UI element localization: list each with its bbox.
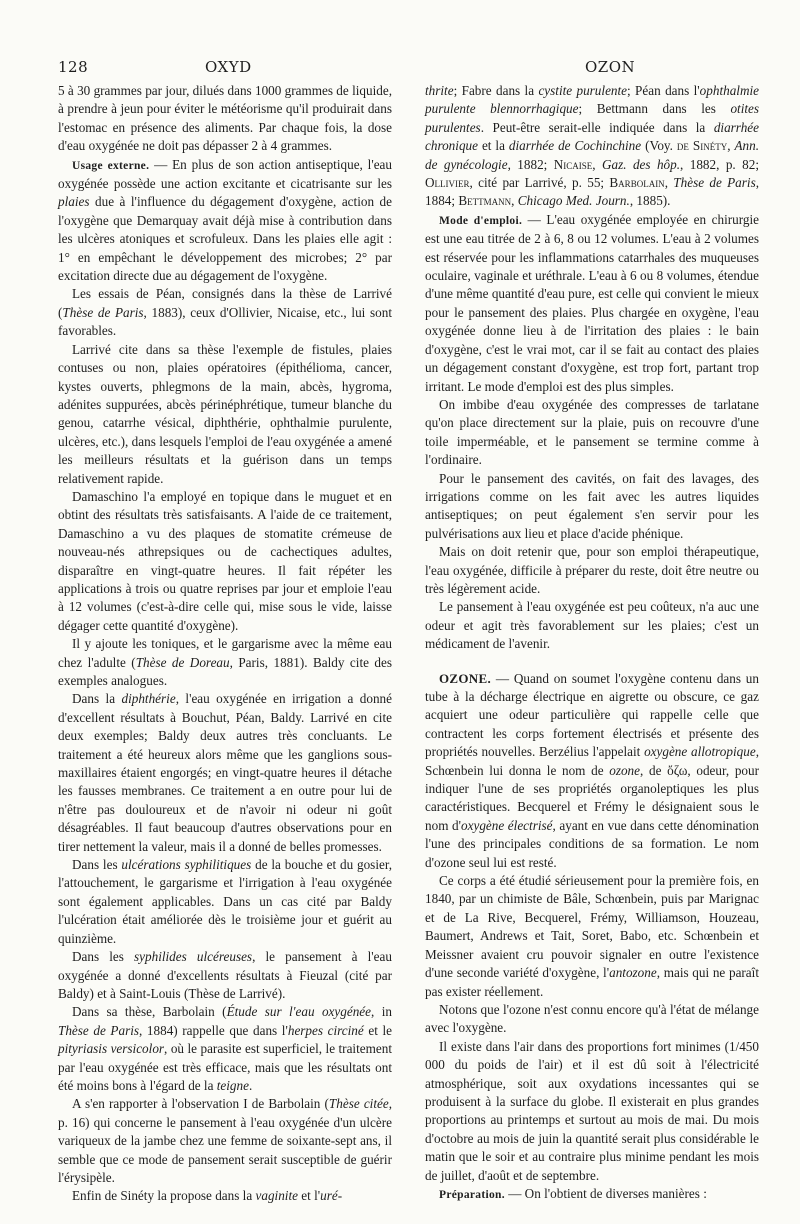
paragraph: Mode d'emploi. — L'eau oxygénée employée en chirurgie est une eau titrée de 2 à 6, 8 ou 12 volumes. L'eau à 2 volumes est réservée pour les inflammations catarrhales des muqueuses oculaire, vaginale et uréthrale. L'eau à 6 ou 8 volumes, étendue d'une même quantité d'eau pure, est celle qui convient le mieux pour le pansement des plaies. Plus chargée en oxygène, l'eau oxygénée donne lieu à de l'irritation des plaies : le bain d'oxygène, c'est le vrai mot, car il se fait au contact des plaies un dégagement constant d'oxygène, est trop fort, partant trop irritant. Le mode d'emploi est des plus simples.: [425, 211, 759, 394]
paragraph: Mais on doit retenir que, pour son emploi thérapeutique, l'eau oxygénée, difficile à préparer du reste, doit être neutre ou très légèrement acide.: [425, 544, 759, 596]
entry-ozone: OZONE. — Quand on soumet l'oxygène contenu dans un tube à la décharge électrique en aigrette ou obscure, ce gaz acquiert une odeur particulière qui rappelle celle que contractent les corps fortement électrisés et présente des propriétés nouvelles. Berzélius l'appelait oxygène allotropique, Schœnbein lui donna le nom de ozone, de ὄζω, odeur, pour indiquer l'une de ses propriétés organoleptiques les plus caractéristiques. Becquerel et Frémy le désignaient sous le nom d'oxygène électrisé, ayant en vue dans cette dénomination l'une des principales conditions de sa formation. Le nom d'ozone seul lui est resté.: [425, 670, 759, 870]
section-lead-mode-emploi: Mode d'emploi.: [439, 214, 523, 227]
paragraph: Dans les ulcérations syphilitiques de la bouche et du gosier, l'attouchement, le gargarisme et l'irrigation à l'eau oxygénée sont également applicables. Dans un cas cité par Baldy l'ulcération était améliorée dès le troisième jour et guérit au quinzième.: [58, 857, 392, 946]
paragraph: Larrivé cite dans sa thèse l'exemple de fistules, plaies contuses ou non, plaies opératoires (épithélioma, cancer, kystes ouverts, phlegmons de la main, abcès, hygroma, adénites suppurées, abcès périnéphrétique, tumeur blanche du genou, catarrhe vésical, diphthérie, ophthalmie purulente, ulcères, etc.), dans lesquels l'emploi de l'eau oxygénée a amené les meilleurs résultats et la guérison dans un temps relativement rapide.: [58, 341, 392, 486]
paragraph: On imbibe d'eau oxygénée des compresses de tarlatane qu'on place directement sur la plaie, puis on recouvre d'une toile imperméable, et le pansement se termine comme à l'ordinaire.: [425, 396, 759, 468]
paragraph: Dans les syphilides ulcéreuses, le pansement à l'eau oxygénée a donné d'excellents résultats à Fieuzal (cité par Baldy) et à Saint-Louis (Thèse de Larrivé).: [58, 949, 392, 1001]
paragraph: Notons que l'ozone n'est connu encore qu'à l'état de mélange avec l'oxygène.: [425, 1001, 759, 1036]
paragraph: Dans sa thèse, Barbolain (Étude sur l'eau oxygénée, in Thèse de Paris, 1884) rappelle que dans l'herpes circiné et le pityriasis versicolor, où le parasite est superficiel, le traitement par l'eau oxygénée est très efficace, mais que les résultats ont été moins bons à l'égard de la teigne.: [58, 1004, 392, 1093]
entry-headword-ozone: OZONE.: [439, 670, 492, 686]
paragraph: Il existe dans l'air dans des proportions fort minimes (1/450 000 du poids de l'air) et il est dû soit à l'électricité atmosphérique, soit aux oxydations incessantes qui se produisent à la surface du globe. Il existerait en plus grandes proportions au printemps et surtout au mois de mai. Du mois d'octobre au mois de juin la quantité serait plus considérable le matin que le soir et au contraire plus minime pendant les mois de juillet, d'août et de septembre.: [425, 1038, 759, 1183]
paragraph: Préparation. — On l'obtient de diverses manières :: [439, 1185, 707, 1201]
page-number: 128: [58, 58, 89, 76]
left-column: [58, 82, 392, 1206]
paragraph: Usage externe. — En plus de son action antiseptique, l'eau oxygénée possède une action excitante et cicatrisante sur les plaies due à l'influence du dégagement d'oxygène, action de l'oxygène que Demarquay avait déjà mise à contribution dans les ulcères atoniques et scrofuleux. Dans les plaies elle agit : 1° en empêchant le développement des microbes; 2° par excitation directe due au dégagement de l'oxygène.: [58, 156, 393, 284]
running-head-right: OZON: [585, 58, 636, 76]
section-lead-preparation: Préparation.: [439, 1188, 505, 1201]
paragraph: Ce corps a été étudié sérieusement pour la première fois, en 1840, par un chimiste de Bâle, Schœnbein, puis par Marignac et de La Rive, Becquerel, Frémy, Williamson, Houzeau, Baumert, Andrews et Tait, Soret, Babo, etc. Schœnbein et Meissner avaient cru pouvoir signaler en outre l'existence d'une seconde variété d'oxygène, l'antozone, mais qui ne paraît pas exister réellement.: [425, 873, 759, 999]
paragraph: thrite; Fabre dans la cystite purulente; Péan dans l'ophthalmie purulente blennorrhagique; Bettmann dans les otites purulentes. Peut-être serait-elle indiquée dans la diarrhée chronique et la diarrhée de Cochinchine (Voy. de Sinéty, Ann. de gynécologie, 1882; Nicaise, Gaz. des hôp., 1882, p. 82; Ollivier, cité par Larrivé, p. 55; Barbolain, Thèse de Paris, 1884; Bettmann, Chicago Med. Journ., 1885).: [425, 83, 760, 209]
paragraph: 5 à 30 grammes par jour, dilués dans 1000 grammes de liquide, à prendre à jeun pour éviter le météorisme qu'il produirait dans l'estomac en présence des aliments. Par chaque fois, la dose d'eau oxygénée ne doit pas dépasser 2 à 4 grammes.: [58, 83, 392, 154]
running-head-left: OXYD: [205, 58, 252, 76]
paragraph: Les essais de Péan, consignés dans la thèse de Larrivé (Thèse de Paris, 1883), ceux d'Ollivier, Nicaise, etc., lui sont favorables.: [58, 286, 392, 339]
paragraph: Le pansement à l'eau oxygénée est peu coûteux, n'a auc une odeur et agit très favorablement sur les plaies; c'est un médicament de l'avenir.: [425, 599, 759, 652]
paragraph: Dans la diphthérie, l'eau oxygénée en irrigation a donné d'excellent résultats à Bouchut, Péan, Baldy. Larrivé en cite deux exemples; Baldy deux autres très concluants. Le traitement a été heureux alors même que les ganglions sous-maxillaires étaient engorgés; en vingt-quatre heures il détache les fausses membranes. Ce traitement a en outre pour lui de n'être pas douloureux et de n'avoir ni odeur ni goût désagréables. Il faut beaucoup d'autres observations pour en tirer nettement la valeur, mais il a donné de belles promesses.: [58, 691, 392, 854]
paragraph: Enfin de Sinéty la propose dans la vaginite et l'uré-: [72, 1188, 343, 1204]
right-column: [425, 82, 759, 1204]
section-lead-usage-externe: Usage externe.: [72, 159, 150, 172]
paragraph: A s'en rapporter à l'observation I de Barbolain (Thèse citée, p. 16) qui concerne le pansement à l'eau oxygénée d'un ulcère variqueux de la jambe chez une femme de soixante-sept ans, il semble que ce mode de pansement serait susceptible de guérir l'érysipèle.: [58, 1096, 393, 1185]
paragraph: Damaschino l'a employé en topique dans le muguet et en obtint des résultats très satisfaisants. A l'aide de ce traitement, Damaschino a vu des plaques de stomatite crémeuse de nouveau-nés athrepsiques ou de cachectiques adultes, disparaître en vingt-quatre heures. Il fait répéter les applications à trois ou quatre reprises par jour et emploie l'eau à 12 volumes (c'est-à-dire celle qui, mise sous le vide, laisse dégager cette quantité d'oxygène).: [58, 488, 392, 633]
paragraph: Pour le pansement des cavités, on fait des lavages, des irrigations comme on les fait avec les autres liquides antiseptiques; on peut également s'en servir pour les pulvérisations aux lieu et place d'acide phénique.: [425, 470, 759, 541]
paragraph: Il y ajoute les toniques, et le gargarisme avec la même eau chez l'adulte (Thèse de Doreau, Paris, 1881). Baldy cite des exemples analogues.: [58, 636, 392, 688]
